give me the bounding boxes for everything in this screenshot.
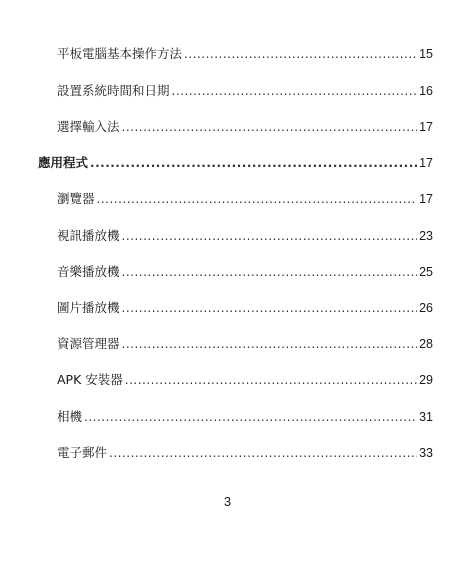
toc-entry-title: 視訊播放機	[57, 228, 120, 243]
toc-entry-title: 平板電腦基本操作方法	[57, 46, 183, 61]
dot-leader	[90, 153, 417, 173]
toc-entry[interactable]	[57, 262, 433, 282]
dot-leader	[109, 443, 417, 463]
dot-leader	[184, 44, 417, 64]
toc-entry[interactable]	[57, 334, 433, 354]
toc-entry-title: 資源管理器	[57, 336, 120, 351]
toc-entry-page: 29	[419, 373, 433, 387]
toc-entry-title: 電子郵件	[57, 445, 108, 460]
toc-entry[interactable]	[57, 189, 433, 209]
toc-section-heading[interactable]	[38, 153, 433, 173]
page-number: 3	[223, 494, 232, 509]
toc-entry-title: 相機	[57, 409, 83, 424]
toc-entry-page: 26	[419, 301, 433, 315]
dot-leader	[122, 334, 418, 354]
dot-leader	[122, 226, 418, 246]
dot-leader	[122, 298, 418, 318]
toc-entry[interactable]	[57, 407, 433, 427]
toc-entry-title: 瀏覽器	[57, 191, 95, 206]
toc-section-title: 應用程式	[38, 155, 89, 170]
toc-entry-page: 31	[419, 410, 433, 424]
toc-entry[interactable]	[57, 298, 433, 318]
dot-leader	[172, 81, 418, 101]
dot-leader	[84, 407, 417, 427]
toc-entry-page: 23	[419, 229, 433, 243]
toc-entry[interactable]	[57, 443, 433, 463]
toc-entry-page: 25	[419, 265, 433, 279]
toc-entry[interactable]	[57, 226, 433, 246]
toc-entry-title: 設置系統時間和日期	[57, 83, 170, 98]
toc-entry-title: 圖片播放機	[57, 300, 120, 315]
toc-entry[interactable]	[57, 81, 433, 101]
toc-entry-page: 28	[419, 337, 433, 351]
toc-entry[interactable]	[57, 117, 433, 137]
toc-entry-page: 33	[419, 446, 433, 460]
toc-section-page: 17	[419, 156, 433, 170]
toc-entry[interactable]	[57, 44, 433, 64]
dot-leader	[125, 370, 417, 390]
toc-entry-page: 17	[419, 120, 433, 134]
dot-leader	[122, 117, 418, 137]
toc-entry-page: 16	[419, 84, 433, 98]
toc-entry-title: 音樂播放機	[57, 264, 120, 279]
toc-entry-title: APK 安裝器	[57, 372, 123, 387]
toc-entry-page: 17	[419, 192, 433, 206]
toc-entry-page: 15	[419, 47, 433, 61]
dot-leader	[97, 189, 418, 209]
dot-leader	[122, 262, 418, 282]
toc-entry-title: 選擇輸入法	[57, 119, 120, 134]
toc-entry[interactable]	[57, 370, 433, 390]
